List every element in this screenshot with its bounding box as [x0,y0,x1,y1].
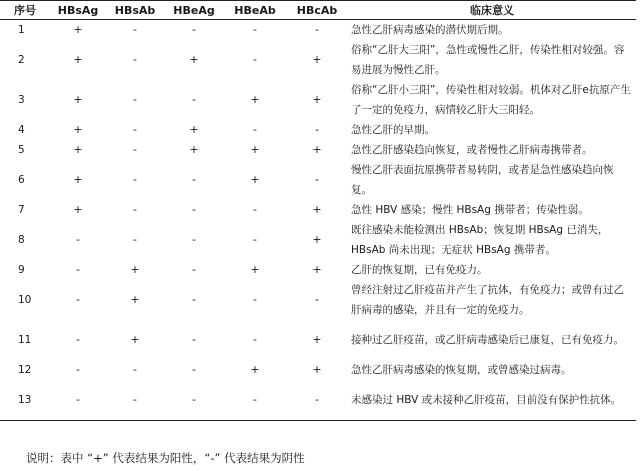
cell-hbeag: - [192,203,196,216]
cell-hbcab: - [315,123,319,136]
cell-hbeab: - [253,123,257,136]
cell-hbcab: + [312,263,322,276]
table-row [0,320,636,360]
cell-hbeag: - [192,173,196,186]
table-row [0,220,636,260]
cell-hbsab: - [133,93,137,106]
cell-hbcab: + [312,143,322,156]
cell-seq: 1 [18,24,25,36]
cell-clinical-meaning: 急性乙肝感染趋向恢复，或者慢性乙肝病毒携带者。 [351,144,593,156]
cell-hbsag: - [76,333,80,346]
cell-hbeab: + [250,173,260,186]
cell-hbeag: + [189,143,199,156]
cell-hbcab: + [312,93,322,106]
cell-seq: 10 [18,294,32,306]
cell-hbsab: - [133,123,137,136]
cell-hbeab: - [253,23,257,36]
header-hbeab: HBeAb [224,1,286,20]
cell-clinical-meaning: 俗称“乙肝小三阳”，传染性相对较弱。机体对乙肝e抗原产生了一定的免疫力，病情较乙肝大三阳轻。 [351,84,631,116]
cell-hbeag: - [192,263,196,276]
cell-hbsab: - [133,363,137,376]
cell-clinical-meaning: 慢性乙肝表面抗原携带者易转阴，或者是急性感染趋向恢复。 [351,164,614,196]
cell-hbcab: - [315,23,319,36]
legend-note: 说明：表中 “+” 代表结果为阳性，“-” 代表结果为阴性 [26,451,305,465]
cell-hbsag: - [76,263,80,276]
cell-hbeag: - [164,380,224,420]
cell-hbeab: + [250,93,260,106]
cell-hbsag: - [76,293,80,306]
cell-hbsab: - [133,233,137,246]
cell-clinical-meaning: 俗称“乙肝大三阳”，急性或慢性乙肝，传染性相对较强。容易进展为慢性乙肝。 [351,44,625,76]
cell-hbeab: + [250,143,260,156]
cell-hbeag: - [192,23,196,36]
cell-hbcab: + [312,203,322,216]
cell-hbsag: + [73,53,83,66]
cell-seq: 5 [18,144,25,156]
cell-clinical-meaning: 急性乙肝的早期。 [351,124,435,136]
cell-hbeag: + [189,53,199,66]
cell-hbeag: - [192,333,196,346]
cell-hbeab: - [224,380,286,420]
table-row [0,280,636,320]
cell-hbeab: - [253,233,257,246]
cell-seq: 6 [18,174,25,186]
cell-clinical-meaning: 接种过乙肝疫苗，或乙肝病毒感染后已康复，已有免疫力。 [351,334,624,346]
table-row [0,160,636,200]
header-hbsab: HBsAb [106,1,164,20]
cell-hbsab: + [130,263,140,276]
cell-hbsag: - [50,380,106,420]
table-row [0,120,636,140]
cell-seq: 7 [18,204,25,216]
cell-hbeab: - [253,333,257,346]
table-row [0,80,636,120]
cell-hbsag: + [73,93,83,106]
header-clinical-meaning: 临床意义 [348,1,636,20]
cell-hbsab: - [106,380,164,420]
cell-hbsab: - [133,203,137,216]
cell-clinical-meaning: 曾经注射过乙肝疫苗并产生了抗体，有免疫力；或曾有过乙肝病毒的感染，并且有一定的免疫力。 [351,284,624,316]
cell-hbeab: - [253,53,257,66]
cell-hbsab: - [133,53,137,66]
cell-seq: 2 [18,54,25,66]
cell-seq: 4 [18,124,25,136]
table-row [0,200,636,220]
cell-hbcab: + [312,53,322,66]
table-row [0,40,636,80]
cell-hbeag: - [192,233,196,246]
cell-hbeab: + [250,263,260,276]
cell-hbcab: + [312,333,322,346]
cell-clinical-meaning: 急性乙肝病毒感染的潜伏期后期。 [351,24,509,36]
cell-seq: 13 [0,380,50,420]
cell-hbsab: - [133,173,137,186]
cell-hbcab: + [312,233,322,246]
header-hbsag: HBsAg [50,1,106,20]
cell-hbeab: - [253,203,257,216]
cell-clinical-meaning: 急性乙肝病毒感染的恢复期，或曾感染过病毒。 [351,364,572,376]
cell-hbsag: + [73,123,83,136]
cell-hbsag: + [73,23,83,36]
table-row [0,140,636,160]
header-hbeag: HBeAg [164,1,224,20]
cell-hbsab: - [133,23,137,36]
cell-hbsag: + [73,203,83,216]
cell-seq: 8 [18,234,25,246]
header-seq: 序号 [0,1,50,20]
cell-seq: 12 [18,364,32,376]
cell-seq: 9 [18,264,25,276]
table-row [0,360,636,380]
table-row [0,260,636,280]
cell-clinical-meaning: 急性 HBV 感染；慢性 HBsAg 携带者；传染性弱。 [351,204,589,216]
cell-hbcab: - [315,293,319,306]
cell-hbsab: + [130,293,140,306]
cell-hbeab: - [253,293,257,306]
cell-hbcab: + [312,363,322,376]
cell-hbcab: - [286,380,348,420]
cell-clinical-meaning: 乙肝的恢复期，已有免疫力。 [351,264,488,276]
cell-hbsag: + [73,143,83,156]
cell-hbsag: + [73,173,83,186]
cell-hbeag: - [192,363,196,376]
cell-hbsag: - [76,363,80,376]
cell-clinical-meaning: 既往感染未能检测出 HBsAb；恢复期 HBsAg 已消失，HBsAb 尚未出现；无症状 HBsAg 携带者。 [351,224,609,256]
header-row [0,1,636,20]
cell-hbeag: - [192,293,196,306]
cell-hbeag: - [192,93,196,106]
cell-hbsab: + [130,333,140,346]
table-row [0,20,636,41]
cell-hbeag: + [189,123,199,136]
cell-hbeab: + [250,363,260,376]
header-hbcab: HBcAb [286,1,348,20]
table-row [0,380,636,420]
cell-hbcab: - [315,173,319,186]
cell-hbsag: - [76,233,80,246]
cell-hbsab: - [133,143,137,156]
cell-seq: 11 [18,334,32,346]
cell-seq: 3 [18,94,25,106]
cell-clinical-meaning: 未感染过 HBV 或未接种乙肝疫苗，目前没有保护性抗体。 [348,380,636,420]
